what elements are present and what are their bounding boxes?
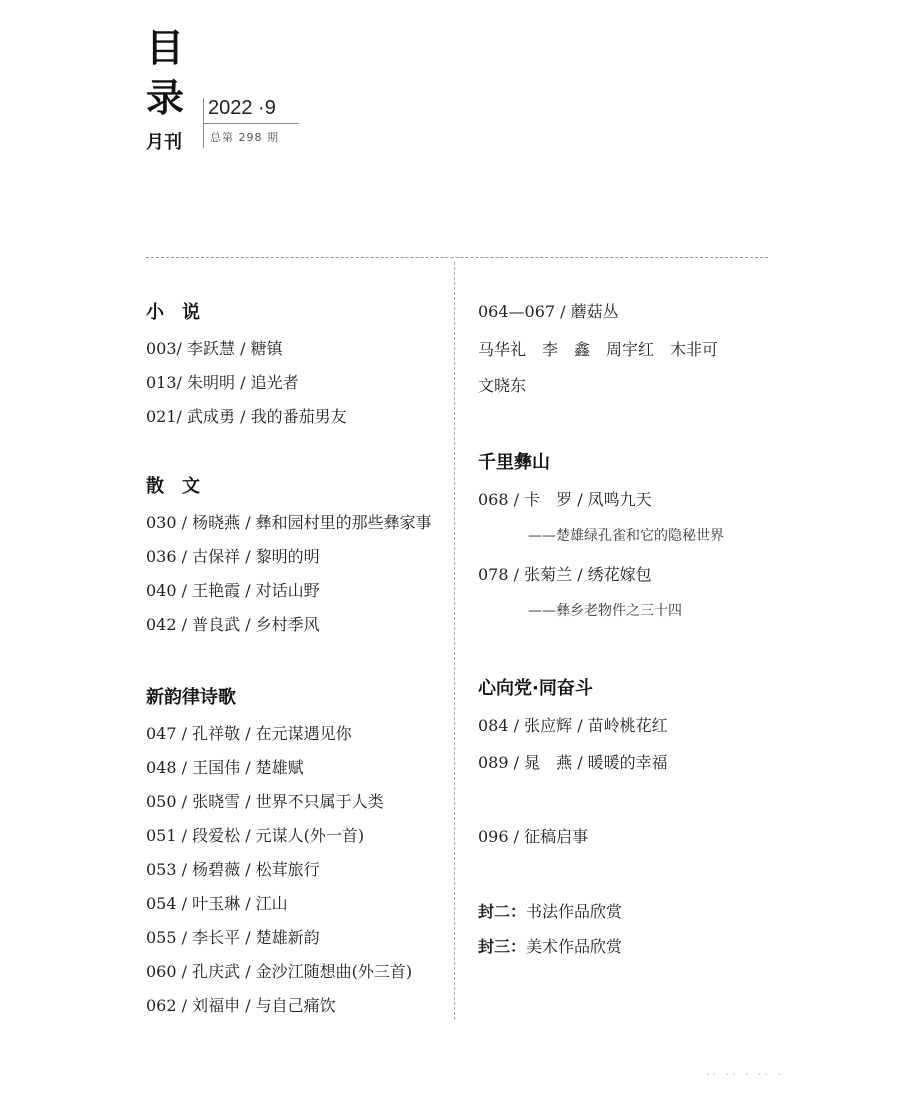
cover-two-text: 书法作品欣赏 <box>526 902 623 921</box>
issue-number: 2022 ·9 <box>208 97 276 119</box>
toc-entry: 021/ 武成勇 / 我的番茄男友 <box>146 407 347 426</box>
authors-line: 文晓东 <box>478 376 527 395</box>
cover-three-label: 封三： <box>478 937 527 956</box>
toc-entry: 084 / 张应辉 / 苗岭桃花红 <box>478 716 668 735</box>
toc-entry: 013/ 朱明明 / 追光者 <box>146 373 299 392</box>
toc-entry: 003/ 李跃慧 / 糖镇 <box>146 339 283 358</box>
total-issue: 总第 298 期 <box>210 131 279 144</box>
section-title-poetry: 新韵律诗歌 <box>146 687 236 708</box>
toc-entry: 030 / 杨晓燕 / 彝和园村里的那些彝家事 <box>146 513 432 532</box>
toc-entry: 042 / 普良武 / 乡村季风 <box>146 615 320 634</box>
top-dashed-divider <box>146 257 768 258</box>
toc-entry-notice: 096 / 征稿启事 <box>478 827 589 846</box>
cover-two-label: 封二： <box>478 902 527 921</box>
section-title-prose: 散 文 <box>146 476 200 497</box>
cover-three-text: 美术作品欣赏 <box>526 937 623 956</box>
section-title-party: 心向党·同奋斗 <box>478 678 593 699</box>
title-char-mu: 目 <box>146 26 185 70</box>
header-horizontal-rule <box>203 123 299 124</box>
toc-entry: 078 / 张菊兰 / 绣花嫁包 <box>478 565 652 584</box>
toc-entry: 036 / 古保祥 / 黎明的明 <box>146 547 320 566</box>
toc-entry: 051 / 段爱松 / 元谋人(外一首) <box>146 826 365 845</box>
authors-line: 马华礼 李 鑫 周宇红 木非可 <box>478 340 719 359</box>
toc-entry: 047 / 孔祥敬 / 在元谋遇见你 <box>146 724 352 743</box>
toc-entry: 055 / 李长平 / 楚雄新韵 <box>146 928 320 947</box>
footer-mark: ·· ·· · ·· · <box>706 1068 784 1081</box>
toc-entry-mushroom: 064—067 / 蘑菇丛 <box>478 302 619 321</box>
toc-entry: 062 / 刘福申 / 与自己痛饮 <box>146 996 336 1015</box>
column-dashed-divider <box>454 262 455 1020</box>
section-title-novel: 小 说 <box>146 302 200 323</box>
toc-entry: 060 / 孔庆武 / 金沙江随想曲(外三首) <box>146 962 413 981</box>
cover-two <box>478 899 622 922</box>
toc-entry: 089 / 晁 燕 / 暖暖的幸福 <box>478 753 668 772</box>
toc-subtitle: ——彝乡老物件之三十四 <box>528 603 682 619</box>
toc-entry: 048 / 王国伟 / 楚雄赋 <box>146 758 304 777</box>
toc-entry: 050 / 张晓雪 / 世界不只属于人类 <box>146 792 384 811</box>
section-title-yi-mountain: 千里彝山 <box>478 452 550 473</box>
monthly-label: 月刊 <box>146 132 182 153</box>
toc-entry: 068 / 卡 罗 / 凤鸣九天 <box>478 490 652 509</box>
toc-entry: 040 / 王艳霞 / 对话山野 <box>146 581 320 600</box>
toc-entry: 054 / 叶玉琳 / 江山 <box>146 894 288 913</box>
cover-three <box>478 934 622 957</box>
toc-subtitle: ——楚雄绿孔雀和它的隐秘世界 <box>528 528 724 544</box>
toc-entry: 053 / 杨碧薇 / 松茸旅行 <box>146 860 320 879</box>
title-char-lu: 录 <box>146 76 185 120</box>
